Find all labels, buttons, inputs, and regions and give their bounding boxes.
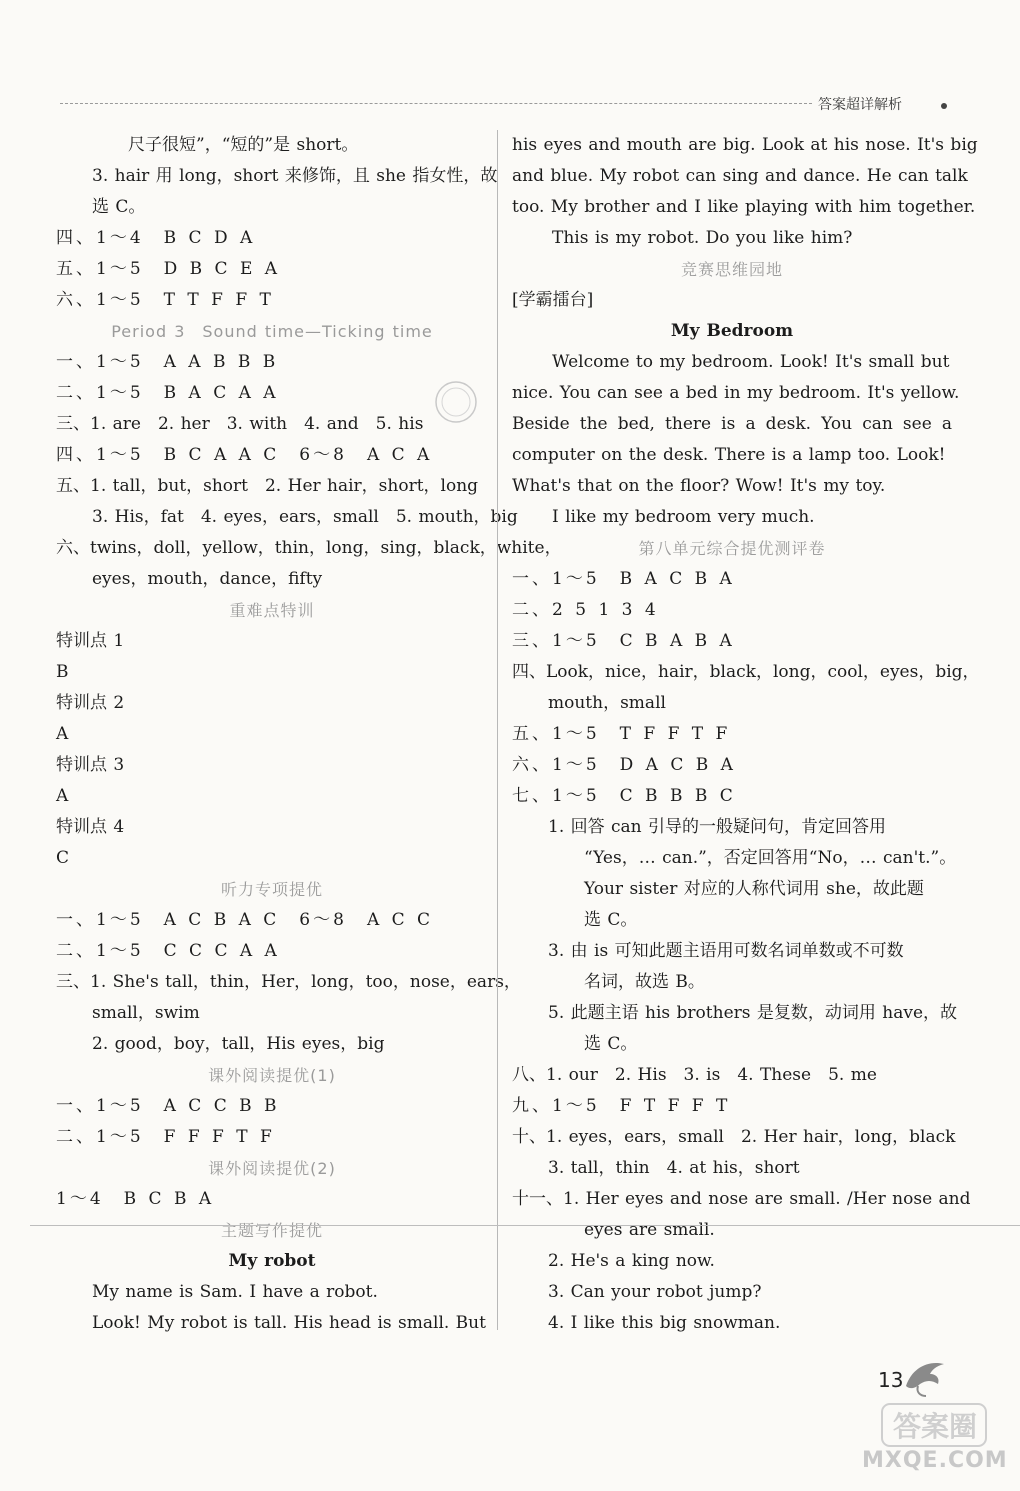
answer-line: mouth，small: [548, 693, 666, 713]
answer-line: 特训点 1: [56, 631, 125, 651]
answer-line: A: [56, 724, 69, 744]
answer-line: 一、1～5 B A C B A: [512, 569, 735, 589]
section-heading: 课外阅读提优(2): [208, 1159, 336, 1178]
answer-line: My name is Sam. I have a robot.: [92, 1282, 378, 1302]
answer-line: 六、1～5 T T F F T: [56, 290, 274, 310]
answer-line: 四、1～4 B C D A: [56, 228, 256, 248]
answer-line: 三、1. are 2. her 3. with 4. and 5. his: [56, 414, 424, 434]
stamp-icon: [432, 378, 480, 426]
answer-line: 1～4 B C B A: [56, 1189, 215, 1209]
answer-line: 九、1～5 F T F F T: [512, 1096, 731, 1116]
answer-line: [学霸擂台]: [512, 290, 594, 310]
answer-line: 3. Can your robot jump?: [548, 1282, 762, 1302]
section-heading: 听力专项提优: [220, 880, 323, 899]
section-heading: 第八单元综合提优测评卷: [638, 539, 826, 558]
answer-line: 二、1～5 B A C A A: [56, 383, 279, 403]
watermark-site: MXQE.COM: [862, 1448, 1008, 1473]
answer-line: 一、1～5 A A B B B: [56, 352, 279, 372]
right-column: [512, 130, 980, 1339]
answer-line: eyes are small.: [584, 1220, 715, 1240]
answer-line: 四、1～5 B C A A C 6～8 A C A: [56, 445, 433, 465]
header-divider: [60, 103, 812, 104]
answer-line: 十一、1. Her eyes and nose are small. /Her nose and: [512, 1189, 971, 1209]
answer-line: 特训点 2: [56, 693, 125, 713]
answer-line: 三、1. She's tall，thin，Her，long，too，nose，ears，: [56, 972, 521, 992]
svg-text:答案圈: 答案圈: [892, 1410, 978, 1443]
answer-line: 特训点 3: [56, 755, 125, 775]
section-heading: 竞赛思维园地: [680, 260, 783, 279]
watermark-logo: [880, 1400, 990, 1450]
lower-rule: [30, 1225, 1020, 1226]
answer-line: 六、twins，doll，yellow，thin，long，sing，black，white，: [56, 538, 562, 558]
answer-line: Welcome to my bedroom. Look! It's small but: [552, 352, 950, 372]
answer-line: 十、1. eyes，ears，small 2. Her hair，long，black: [512, 1127, 956, 1147]
answer-line: 3. His，fat 4. eyes，ears，small 5. mouth，big: [92, 507, 518, 527]
answer-line: Look! My robot is tall. His head is small. But: [92, 1313, 486, 1333]
answer-line: 一、1～5 A C B A C 6～8 A C C: [56, 910, 434, 930]
answer-line: nice. You can see a bed in my bedroom. It's yellow.: [512, 383, 960, 403]
answer-line: 二、1～5 F F F T F: [56, 1127, 275, 1147]
answer-line: eyes，mouth，dance，fifty: [92, 569, 323, 589]
answer-line: 四、Look，nice，hair，black，long，cool，eyes，big，: [512, 662, 980, 682]
header-title: 答案超详解析: [818, 97, 902, 113]
essay-title: My robot: [228, 1251, 316, 1271]
answer-line: What's that on the floor? Wow! It's my toy.: [512, 476, 886, 496]
answer-line: I like my bedroom very much.: [552, 507, 815, 527]
answer-line: 选 C。: [92, 197, 146, 217]
answer-line: 选 C。: [584, 1034, 638, 1054]
answer-line: computer on the desk. There is a lamp too. Look!: [512, 445, 946, 465]
answer-line: 3. tall，thin 4. at his，short: [548, 1158, 800, 1178]
answer-line: 4. I like this big snowman.: [548, 1313, 781, 1333]
answer-line: 3. hair 用 long，short 来修饰，且 she 指女性，故: [92, 166, 498, 186]
answer-line: Your sister 对应的人称代词用 she，故此题: [584, 879, 924, 899]
answer-line: B: [56, 662, 69, 682]
column-divider: [497, 130, 498, 1330]
essay-title: My Bedroom: [670, 321, 794, 341]
answer-line: 七、1～5 C B B B C: [512, 786, 736, 806]
answer-line: 尺子很短”，“短的”是 short。: [128, 135, 359, 155]
answer-line: 五、1～5 T F F T F: [512, 724, 731, 744]
section-heading: 重难点特训: [229, 601, 315, 620]
dolphin-icon: [902, 1356, 948, 1398]
answer-line: 选 C。: [584, 910, 638, 930]
section-heading: 主题写作提优: [220, 1221, 323, 1240]
answer-line: C: [56, 848, 70, 868]
answer-line: This is my robot. Do you like him?: [552, 228, 853, 248]
answer-line: 二、2 5 1 3 4: [512, 600, 659, 620]
answer-line: A: [56, 786, 69, 806]
answer-line: 二、1～5 C C C A A: [56, 941, 280, 961]
answer-line: 3. 由 is 可知此题主语用可数名词单数或不可数: [548, 941, 904, 961]
header-bullet: [941, 103, 947, 109]
answer-line: 五、1～5 D B C E A: [56, 259, 281, 279]
answer-line: “Yes，… can.”，否定回答用“No，… can't.”。: [584, 848, 957, 868]
answer-line: Beside the bed, there is a desk. You can see a: [512, 414, 952, 434]
page-number: 13: [878, 1368, 904, 1392]
answer-line: small，swim: [92, 1003, 200, 1023]
section-heading: 课外阅读提优(1): [208, 1066, 336, 1085]
answer-line: 1. 回答 can 引导的一般疑问句，肯定回答用: [548, 817, 887, 837]
answer-line: and blue. My robot can sing and dance. He can talk: [512, 166, 968, 186]
answer-line: 特训点 4: [56, 817, 125, 837]
answer-line: 八、1. our 2. His 3. is 4. These 5. me: [512, 1065, 877, 1085]
answer-line: his eyes and mouth are big. Look at his nose. It's big: [512, 135, 978, 155]
section-heading: Period 3 Sound time—Ticking time: [111, 322, 433, 341]
answer-line: 三、1～5 C B A B A: [512, 631, 735, 651]
answer-line: too. My brother and I like playing with him together.: [512, 197, 976, 217]
answer-line: 六、1～5 D A C B A: [512, 755, 736, 775]
answer-line: 五、1. tall，but，short 2. Her hair，short，long: [56, 476, 479, 496]
answer-line: 一、1～5 A C C B B: [56, 1096, 280, 1116]
answer-line: 2. good，boy，tall，His eyes，big: [92, 1034, 385, 1054]
answer-line: 2. He's a king now.: [548, 1251, 715, 1271]
answer-line: 名词，故选 B。: [584, 972, 705, 992]
answer-line: 5. 此题主语 his brothers 是复数，动词用 have，故: [548, 1003, 958, 1023]
